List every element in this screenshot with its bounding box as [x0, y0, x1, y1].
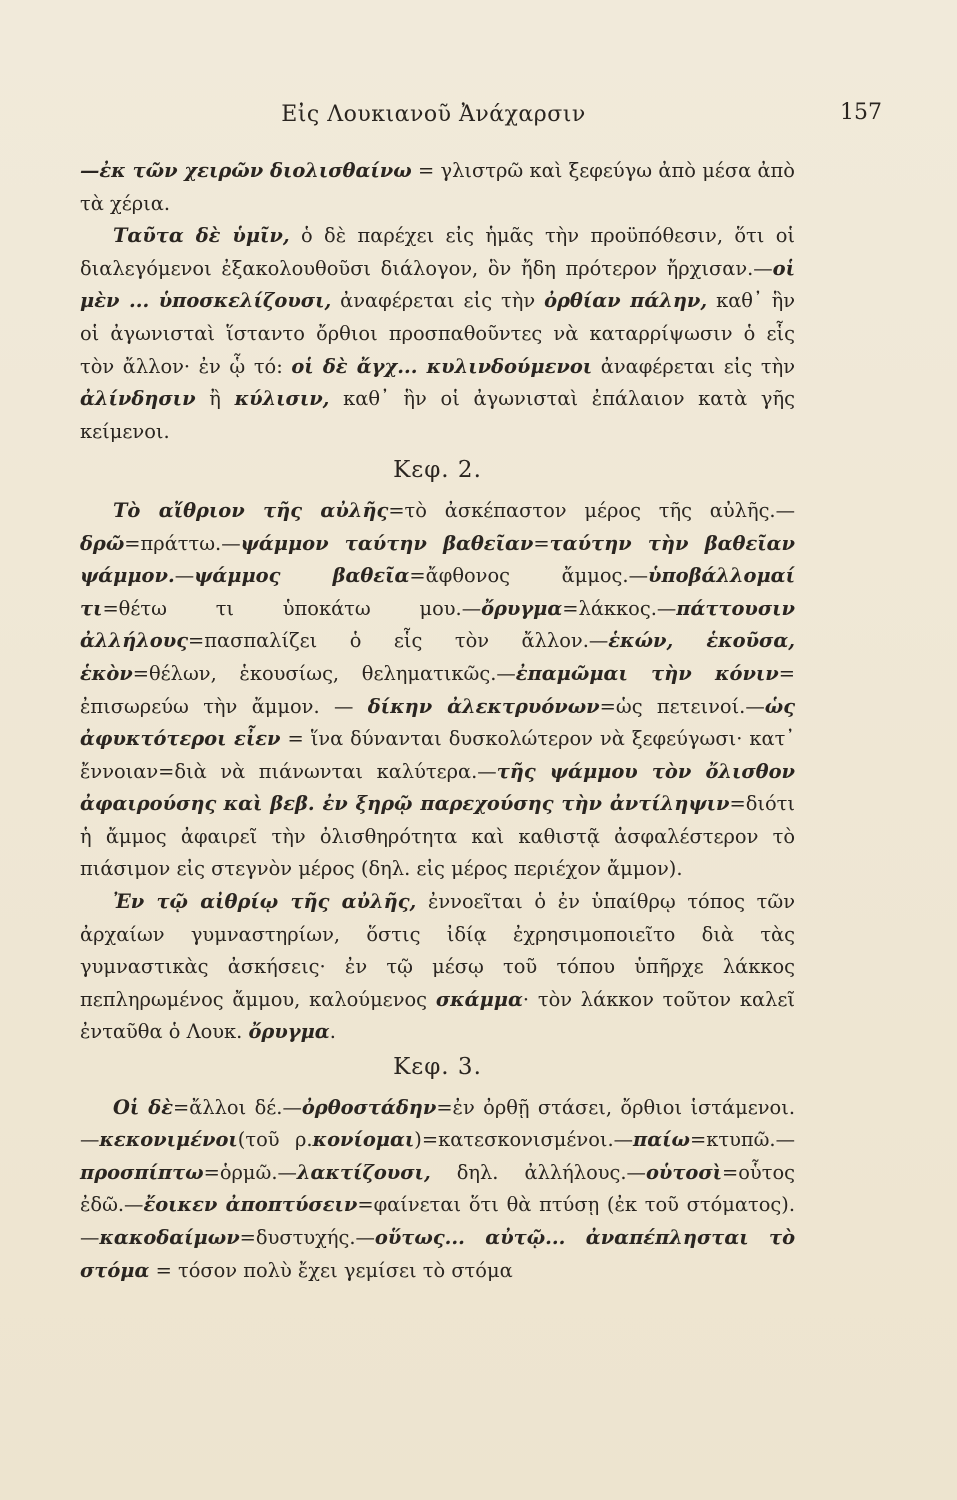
commentary-section-3 [80, 1092, 795, 1288]
chapter-heading-3: Κεφ. 3. [393, 1054, 482, 1081]
gloss-text: δηλ. ἀλλήλους.— [430, 1160, 646, 1184]
page-body [80, 155, 795, 1287]
lemma-term: ἑκών, ἑκοῦσα, ἑκὸν [80, 629, 795, 685]
lemma-term: ὀρθίαν πάλην, [544, 289, 708, 313]
gloss-text: = ἵνα δύνανται δυσκολώτερον νὰ ξεφεύγωσι· κατ᾿ ἔννοιαν=διὰ νὰ πιάνωνται καλύτερα.— [80, 727, 795, 783]
gloss-text: . [329, 1020, 336, 1044]
lemma-term: ὄρυγμα [481, 596, 563, 620]
lemma-term: καὶ βεβ. ἐν ξηρῷ παρεχούσης τὴν ἀντίληψιν [223, 792, 730, 816]
gloss-text: καθ᾿ ἣν οἱ ἀγωνισταὶ ἐπάλαιον κατὰ γῆς κείμενοι. [80, 387, 795, 443]
gloss-text: ἐννοεῖται ὁ ἐν ὑπαίθρῳ τόπος τῶν ἀρχαίων γυμναστηρίων, ὅστις ἰδίᾳ ἐχρησιμοποιεῖτο διὰ τὰς γυμναστικὰς ἀσκήσεις· ἐν τῷ μέσῳ τοῦ τόπου ὑπῆρχε λάκκος πεπληρωμένος ἄμμου, καλούμενος [80, 890, 795, 1011]
gloss-text: =διότι ἡ ἄμμος ἀφαιρεῖ τὴν ὀλισθηρότητα καὶ καθιστᾷ ἀσφαλέστερον τὸ πιάσιμον εἰς στεγνὸν μέρος (δηλ. εἰς μέρος περιέχον ἄμμον). [80, 792, 795, 881]
gloss-text: ἀναφέρεται εἰς τὴν [331, 289, 545, 313]
lemma-term: ὄρυγμα [248, 1020, 330, 1044]
lemma-term: τῆς ψάμμου τὸν ὄλισθον ἀφαιρούσης [80, 759, 795, 816]
lemma-term: ψάμμος βαθεῖα [194, 564, 410, 588]
gloss-text: · τὸν λάκκον τοῦτον καλεῖ ἐνταῦθα ὁ Λουκ. [80, 987, 795, 1044]
gloss-text: =δυστυχής.— [239, 1226, 375, 1249]
paragraph [80, 886, 795, 1049]
lemma-term: κονίομαι [312, 1128, 415, 1152]
gloss-text: = [533, 531, 550, 555]
running-header [80, 98, 882, 138]
page-number: 157 [840, 100, 882, 125]
gloss-text: =οὗτος ἐδῶ.— [80, 1160, 795, 1217]
lemma-term: κεκονιμένοι [99, 1128, 238, 1152]
gloss-text: ἢ [195, 387, 235, 411]
lemma-term: ὑποβάλλομαί τι [80, 564, 795, 620]
lemma-term: ἔοικεν ἀποπτύσειν [143, 1193, 358, 1217]
gloss-text: καθ᾿ ἣν οἱ ἀγωνισταὶ ἵσταντο ὄρθιοι προσπαθοῦντες νὰ καταρρίψωσιν ὁ εἷς τὸν ἄλλον· ἐν ᾧ τό: [80, 289, 795, 378]
gloss-text: =τὸ ἀσκέπαστον μέρος τῆς αὐλῆς.— [388, 498, 795, 522]
lemma-term: ψάμμον ταύτην βαθεῖαν [240, 531, 534, 555]
gloss-text: ἀναφέρεται εἰς τὴν [592, 354, 796, 378]
gloss-text: =πασπαλίζει ὁ εἷς τὸν ἄλλον.— [188, 629, 609, 653]
gloss-text: — [174, 564, 195, 588]
lemma-term: κύλισιν, [234, 387, 330, 411]
gloss-text: =ἄλλοι δέ.— [172, 1095, 302, 1119]
gloss-text: =ἄφθονος ἄμμος.— [409, 564, 648, 588]
lemma-term: ταύτην τὴν βαθεῖαν ψάμμον. [80, 531, 795, 588]
lemma-term: λακτίζουσι, [296, 1160, 431, 1184]
lemma-term: σκάμμα [435, 987, 523, 1011]
lemma-term: ἐπαμῶμαι τὴν κόνιν [515, 661, 779, 685]
gloss-text: = ἐπισωρεύω τὴν ἄμμον. — [80, 661, 795, 718]
lemma-term: προσπίπτω [80, 1160, 204, 1184]
gloss-text: =κτυπῶ.— [690, 1128, 795, 1152]
running-title: Εἰς Λουκιανοῦ Ἀνάχαρσιν [281, 102, 586, 127]
lemma-term: ἀλίνδησιν [80, 387, 196, 411]
gloss-text: (τοῦ ρ. [237, 1128, 313, 1152]
lemma-term: κακοδαίμων [99, 1226, 240, 1249]
gloss-text: =ὁρμῶ.— [203, 1160, 297, 1184]
lemma-term: οἱ δὲ ἄγχ... κυλινδούμενοι [291, 354, 593, 378]
paragraph [80, 1092, 795, 1288]
gloss-text: ὁ δὲ παρέχει εἰς ἡμᾶς τὴν προϋπόθεσιν, ὅτι οἱ διαλεγόμενοι ἐξακολουθοῦσι διάλογον, ὃν ἤδη πρότερον ἤρχισαν.— [80, 224, 795, 280]
lemma-term: οὕτως... αὐτῷ... ἀναπέπλησται τὸ στόμα [80, 1226, 795, 1282]
lemma-term: ὡς ἀφυκτότεροι εἶεν [80, 694, 796, 751]
gloss-text: = γλιστρῶ καὶ ξεφεύγω ἀπὸ μέσα ἀπὸ τὰ χέρια. [80, 159, 795, 215]
commentary-section-2 [80, 495, 795, 1049]
lemma-term: δίκην ἀλεκτρυόνων [367, 694, 600, 718]
lemma-term: οὑτοσὶ [645, 1160, 723, 1184]
lemma-term: πάττουσιν ἀλλήλους [80, 596, 795, 653]
lemma-term: Ταῦτα δὲ ὑμῖν, [113, 224, 290, 248]
lemma-term: —ἐκ τῶν χειρῶν διολισθαίνω [80, 159, 412, 182]
gloss-text: =ἐν ὀρθῇ στάσει, ὄρθιοι ἱστάμενοι.— [80, 1095, 795, 1152]
gloss-text: =πράττω.— [124, 531, 241, 555]
paragraph [80, 495, 795, 886]
gloss-text: =ὡς πετεινοί.— [599, 694, 765, 718]
chapter-heading-2: Κεφ. 2. [393, 457, 482, 484]
paragraph [80, 220, 795, 448]
gloss-text: =λάκκος.— [562, 596, 677, 620]
gloss-text [216, 792, 223, 815]
lemma-term: ὀρθοστάδην [301, 1095, 437, 1119]
paragraph [80, 155, 795, 220]
gloss-text: =φαίνεται ὅτι θὰ πτύσῃ (ἐκ τοῦ στόματος).— [80, 1193, 795, 1249]
commentary-section-1 [80, 155, 795, 448]
lemma-term: Ἐν τῷ αἰθρίῳ τῆς αὐλῆς, [113, 890, 417, 914]
gloss-text: )=κατεσκονισμένοι.— [414, 1128, 634, 1152]
lemma-term: δρῶ [80, 531, 125, 555]
lemma-term: Οἱ δὲ [113, 1095, 173, 1119]
lemma-term: Τὸ αἴθριον τῆς αὐλῆς [113, 498, 389, 522]
gloss-text: =θέτω τι ὑποκάτω μου.— [102, 596, 482, 620]
lemma-term: παίω [633, 1128, 690, 1152]
lemma-term: οἱ μὲν ... ὑποσκελίζουσι, [80, 256, 795, 313]
gloss-text: = τόσον πολὺ ἔχει γεμίσει τὸ στόμα [149, 1258, 513, 1282]
gloss-text: =θέλων, ἑκουσίως, θεληματικῶς.— [132, 661, 516, 685]
